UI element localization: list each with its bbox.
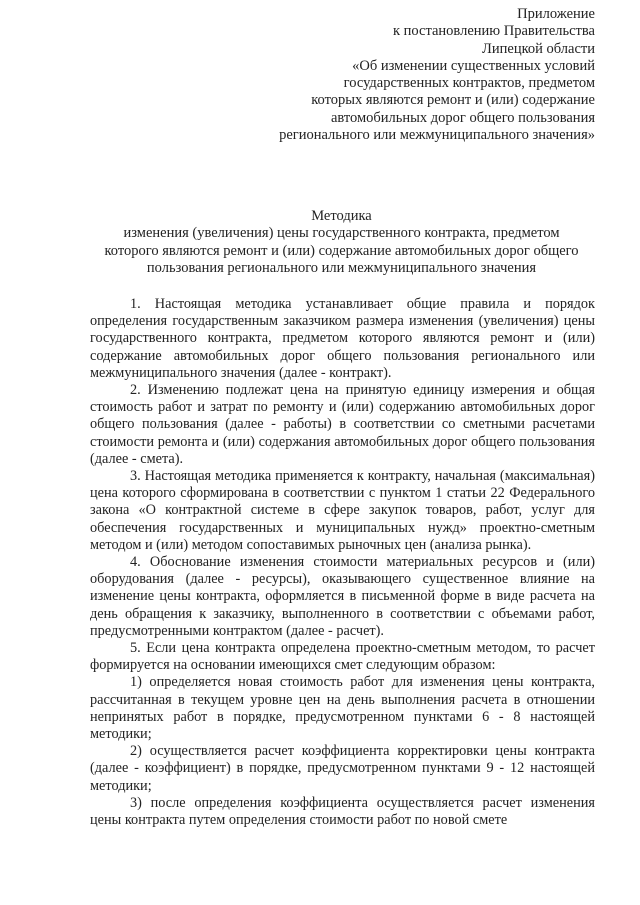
annex-line: регионального или межмуниципального значения» <box>279 127 595 144</box>
annex-line: которых являются ремонт и (или) содержание <box>311 92 595 109</box>
document-title <box>90 208 593 277</box>
paragraph-1: 1. Настоящая методика устанавливает общие правила и порядок определения государственным заказчиком размера изменения (увеличения) цены государственного контракта, предметом которого являются ремонт и (или) содержание автомобильных дорог общего пользования регионального или межмуниципального значения (далее - контракт). <box>90 296 595 381</box>
annex-line: к постановлению Правительства <box>393 23 595 40</box>
annex-line: Приложение <box>517 6 595 22</box>
title-line: изменения (увеличения) цены государственного контракта, предметом <box>123 225 560 242</box>
annex-line: автомобильных дорог общего пользования <box>330 109 595 126</box>
annex-line: Липецкой области <box>482 40 595 57</box>
document-body <box>90 296 595 829</box>
title-line: которого являются ремонт и (или) содержание автомобильных дорог общего <box>104 242 579 259</box>
subitem-1: 1) определяется новая стоимость работ для изменения цены контракта, рассчитанная в текущем уровне цен на день выполнения расчета в отношении непринятых работ в порядке, предусмотренном пунктами 6 - 8 настоящей методики; <box>90 674 595 743</box>
annex-line: государственных контрактов, предметом <box>343 75 595 92</box>
annex-header <box>195 6 595 144</box>
paragraph-2: 2. Изменению подлежат цена на принятую единицу измерения и общая стоимость работ и затрат по ремонту и (или) содержанию автомобильных дорог общего пользования (далее - работы) в соответствии со сметными расчетами стоимости ремонта и (или) содержания автомобильных дорог общего пользования (далее - смета). <box>90 382 595 467</box>
paragraph-5: 5. Если цена контракта определена проектно-сметным методом, то расчет формируется на основании имеющихся смет следующим образом: <box>90 640 595 674</box>
subitem-3: 3) после определения коэффициента осуществляется расчет изменения цены контракта путем определения стоимости работ по новой смете <box>90 794 595 829</box>
title-heading: Методика <box>311 208 372 224</box>
subitem-2: 2) осуществляется расчет коэффициента корректировки цены контракта (далее - коэффициент) в порядке, предусмотренном пунктами 9 - 12 настоящей методики; <box>90 743 595 794</box>
annex-line: «Об изменении существенных условий <box>352 57 595 74</box>
title-line: пользования регионального или межмуниципального значения <box>146 259 537 276</box>
paragraph-4: 4. Обоснование изменения стоимости материальных ресурсов и (или) оборудования (далее - ресурсы), оказывающего существенное влияние на изменение цены контракта, оформляется в письменной форме в виде расчета на день обращения к заказчику, выполненного в соответствии с объемами работ, предусмотренными контрактом (далее - расчет). <box>90 554 595 639</box>
paragraph-3: 3. Настоящая методика применяется к контракту, начальная (максимальная) цена которого сформирована в соответствии с пунктом 1 статьи 22 Федерального закона «О контрактной системе в сфере закупок товаров, работ, услуг для обеспечения государственных и муниципальных нужд» проектно-сметным методом и (или) методом сопоставимых рыночных цен (анализа рынка). <box>90 468 595 553</box>
